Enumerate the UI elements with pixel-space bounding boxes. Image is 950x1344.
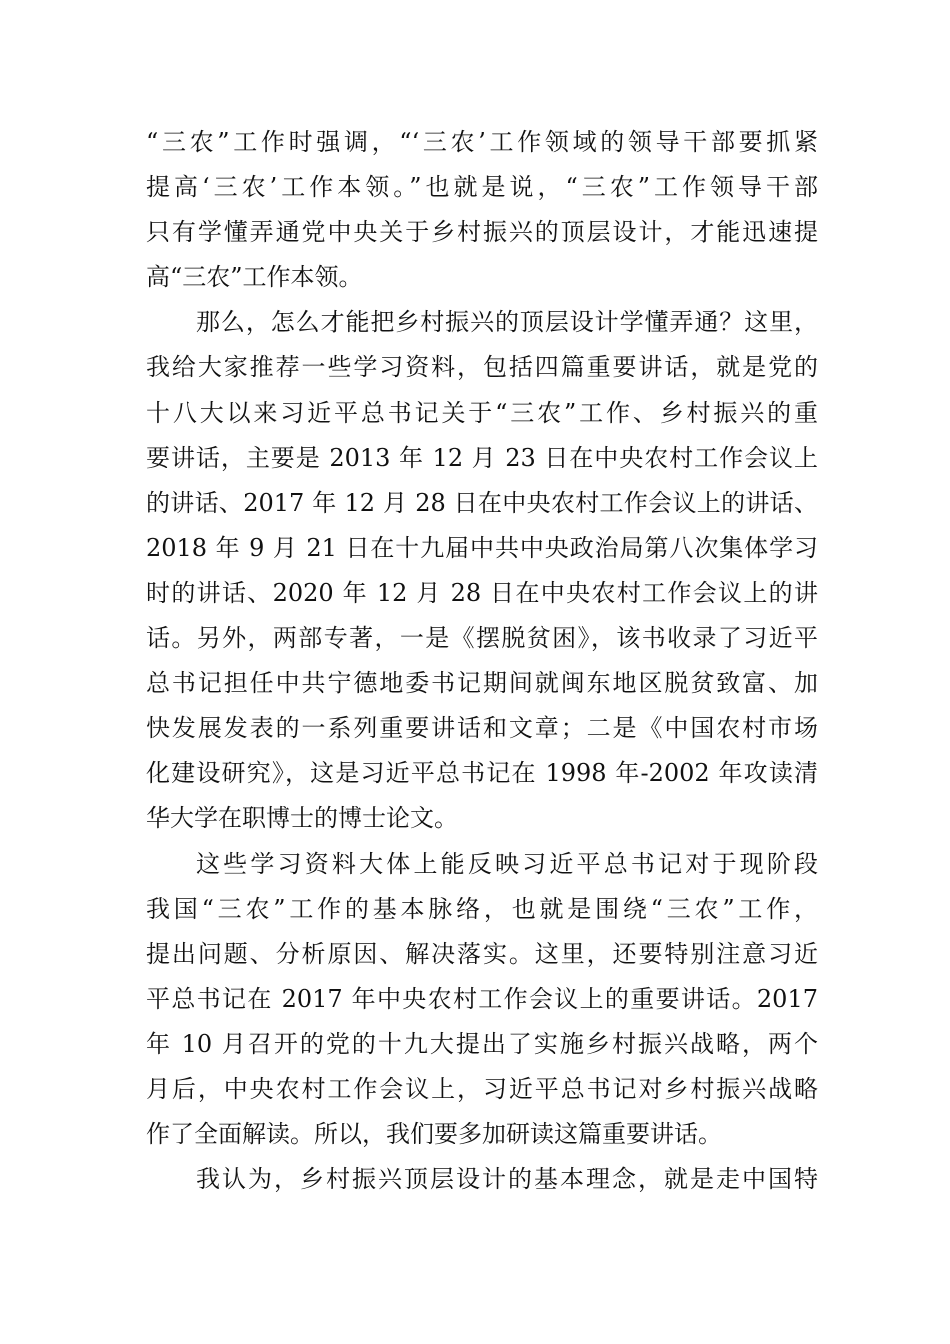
text-line: 月后，中央农村工作会议上，习近平总书记对乡村振兴战略 xyxy=(146,1074,818,1103)
text-line: 话。另外，两部专著，一是《摆脱贫困》，该书收录了习近平 xyxy=(146,624,818,653)
text-line: 平总书记在 2017 年中央农村工作会议上的重要讲话。2017 xyxy=(146,984,818,1013)
text-line: 时的讲话、2020 年 12 月 28 日在中央农村工作会议上的讲 xyxy=(146,578,818,607)
text-line: 提出问题、分析原因、解决落实。这里，还要特别注意习近 xyxy=(146,939,818,968)
text-line: 只有学懂弄通党中央关于乡村振兴的顶层设计，才能迅速提 xyxy=(146,218,818,247)
text-line: 华大学在职博士的博士论文。 xyxy=(146,804,458,833)
text-line: 要讲话，主要是 2013 年 12 月 23 日在中央农村工作会议上 xyxy=(146,443,818,472)
text-line: 年 10 月召开的党的十九大提出了实施乡村振兴战略，两个 xyxy=(146,1029,818,1058)
text-line: 我国“三农”工作的基本脉络，也就是围绕“三农”工作， xyxy=(146,894,818,923)
paragraph-first-line: 我认为，乡村振兴顶层设计的基本理念，就是走中国特 xyxy=(196,1165,818,1194)
body-text xyxy=(146,120,818,1202)
text-line: 高“三农”工作本领。 xyxy=(146,263,363,292)
text-line: 快发展发表的一系列重要讲话和文章；二是《中国农村市场 xyxy=(146,714,818,743)
text-line: 作了全面解读。所以，我们要多加研读这篇重要讲话。 xyxy=(146,1120,722,1149)
text-line: 十八大以来习近平总书记关于“三农”工作、乡村振兴的重 xyxy=(146,398,818,427)
text-line: 2018 年 9 月 21 日在十九届中共中央政治局第八次集体学习 xyxy=(146,533,818,562)
paragraph-first-line: 那么，怎么才能把乡村振兴的顶层设计学懂弄通？这里， xyxy=(196,308,818,337)
text-line: 化建设研究》，这是习近平总书记在 1998 年-2002 年攻读清 xyxy=(146,759,818,788)
text-line: 总书记担任中共宁德地委书记期间就闽东地区脱贫致富、加 xyxy=(146,669,818,698)
text-line: 的讲话、2017 年 12 月 28 日在中央农村工作会议上的讲话、 xyxy=(146,488,818,517)
paragraph-first-line: 这些学习资料大体上能反映习近平总书记对于现阶段 xyxy=(196,849,818,878)
text-line: “三农”工作时强调，“‘三农’工作领域的领导干部要抓紧 xyxy=(146,128,818,156)
text-line: 我给大家推荐一些学习资料，包括四篇重要讲话，就是党的 xyxy=(146,353,818,382)
text-line: 提高‘三农’工作本领。”也就是说，“三农”工作领导干部 xyxy=(146,173,818,202)
